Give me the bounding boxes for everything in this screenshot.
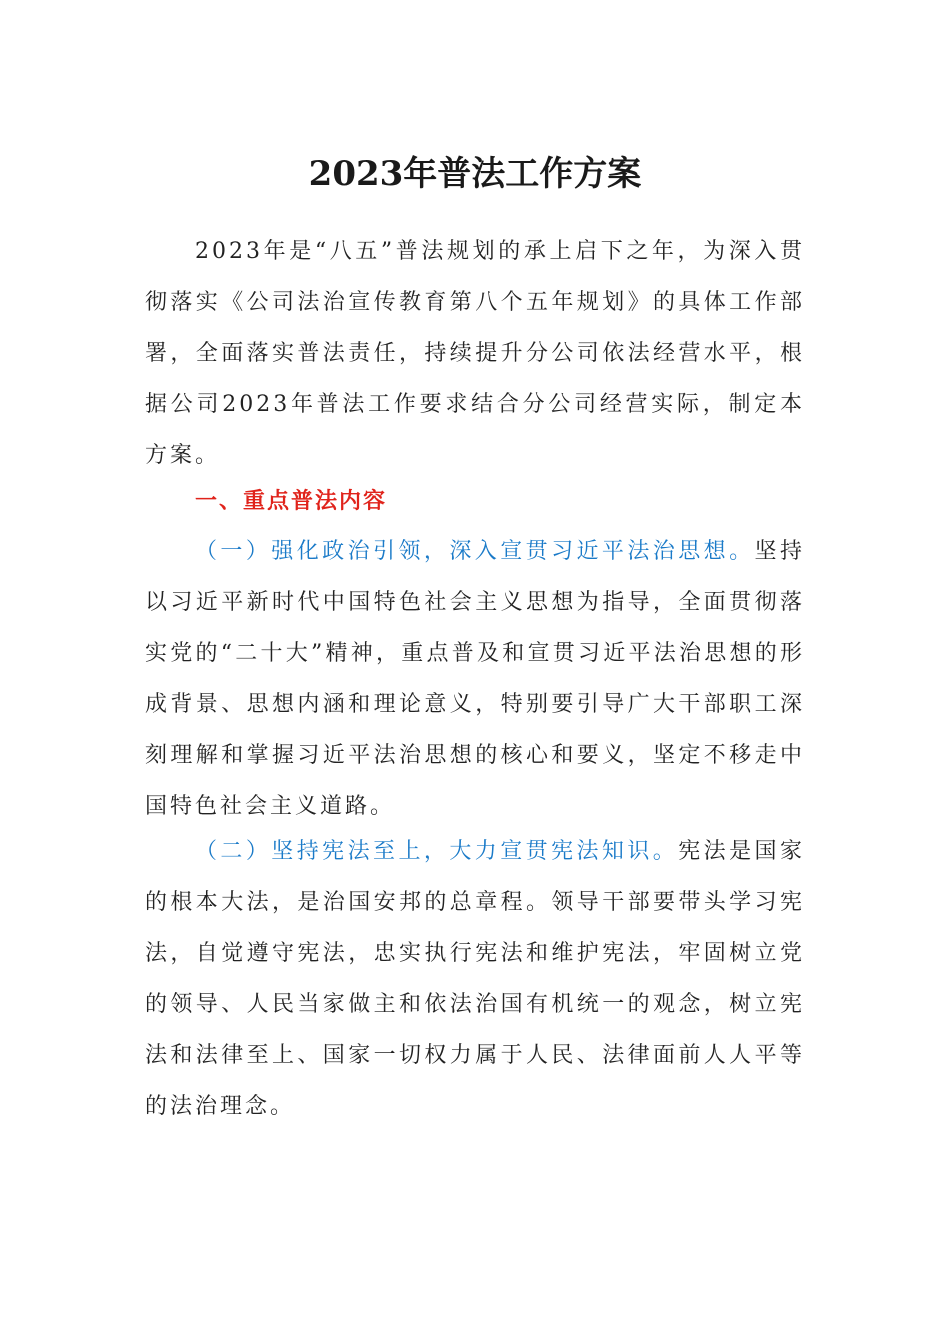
item2-body: 宪法是国家的根本大法，是治国安邦的总章程。领导干部要带头学习宪法，自觉遵守宪法，忠实执行宪法和维护宪法，牢固树立党的领导、人民当家做主和依法治国有机统一的观念，树立宪法和法律至上、国家一切权力属于人民、法律面前人人平等的法治理念。 xyxy=(145,839,805,1119)
item2-heading: （二）坚持宪法至上，大力宣贯宪法知识。 xyxy=(195,839,679,864)
item1-paragraph xyxy=(145,526,805,832)
item1-text xyxy=(145,526,805,832)
item1-body: 坚持以习近平新时代中国特色社会主义思想为指导，全面贯彻落实党的“二十大”精神，重点普及和宣贯习近平法治思想的形成背景、思想内涵和理论意义，特别要引导广大干部职工深刻理解和掌握习近平法治思想的核心和要义，坚定不移走中国特色社会主义道路。 xyxy=(145,539,805,819)
item2-text xyxy=(145,826,805,1132)
item1-heading: （一）强化政治引领，深入宣贯习近平法治思想。 xyxy=(195,539,755,564)
item2-paragraph xyxy=(145,826,805,1132)
document-title: 2023年普法工作方案 xyxy=(308,154,642,194)
section-heading xyxy=(145,476,805,527)
intro-paragraph xyxy=(145,226,805,481)
intro-text: 2023年是“八五”普法规划的承上启下之年，为深入贯彻落实《公司法治宣传教育第八个五年规划》的具体工作部署，全面落实普法责任，持续提升分公司依法经营水平，根据公司2023年普法工作要求结合分公司经营实际，制定本方案。 xyxy=(145,239,805,468)
section1-heading: 一、重点普法内容 xyxy=(195,489,388,514)
